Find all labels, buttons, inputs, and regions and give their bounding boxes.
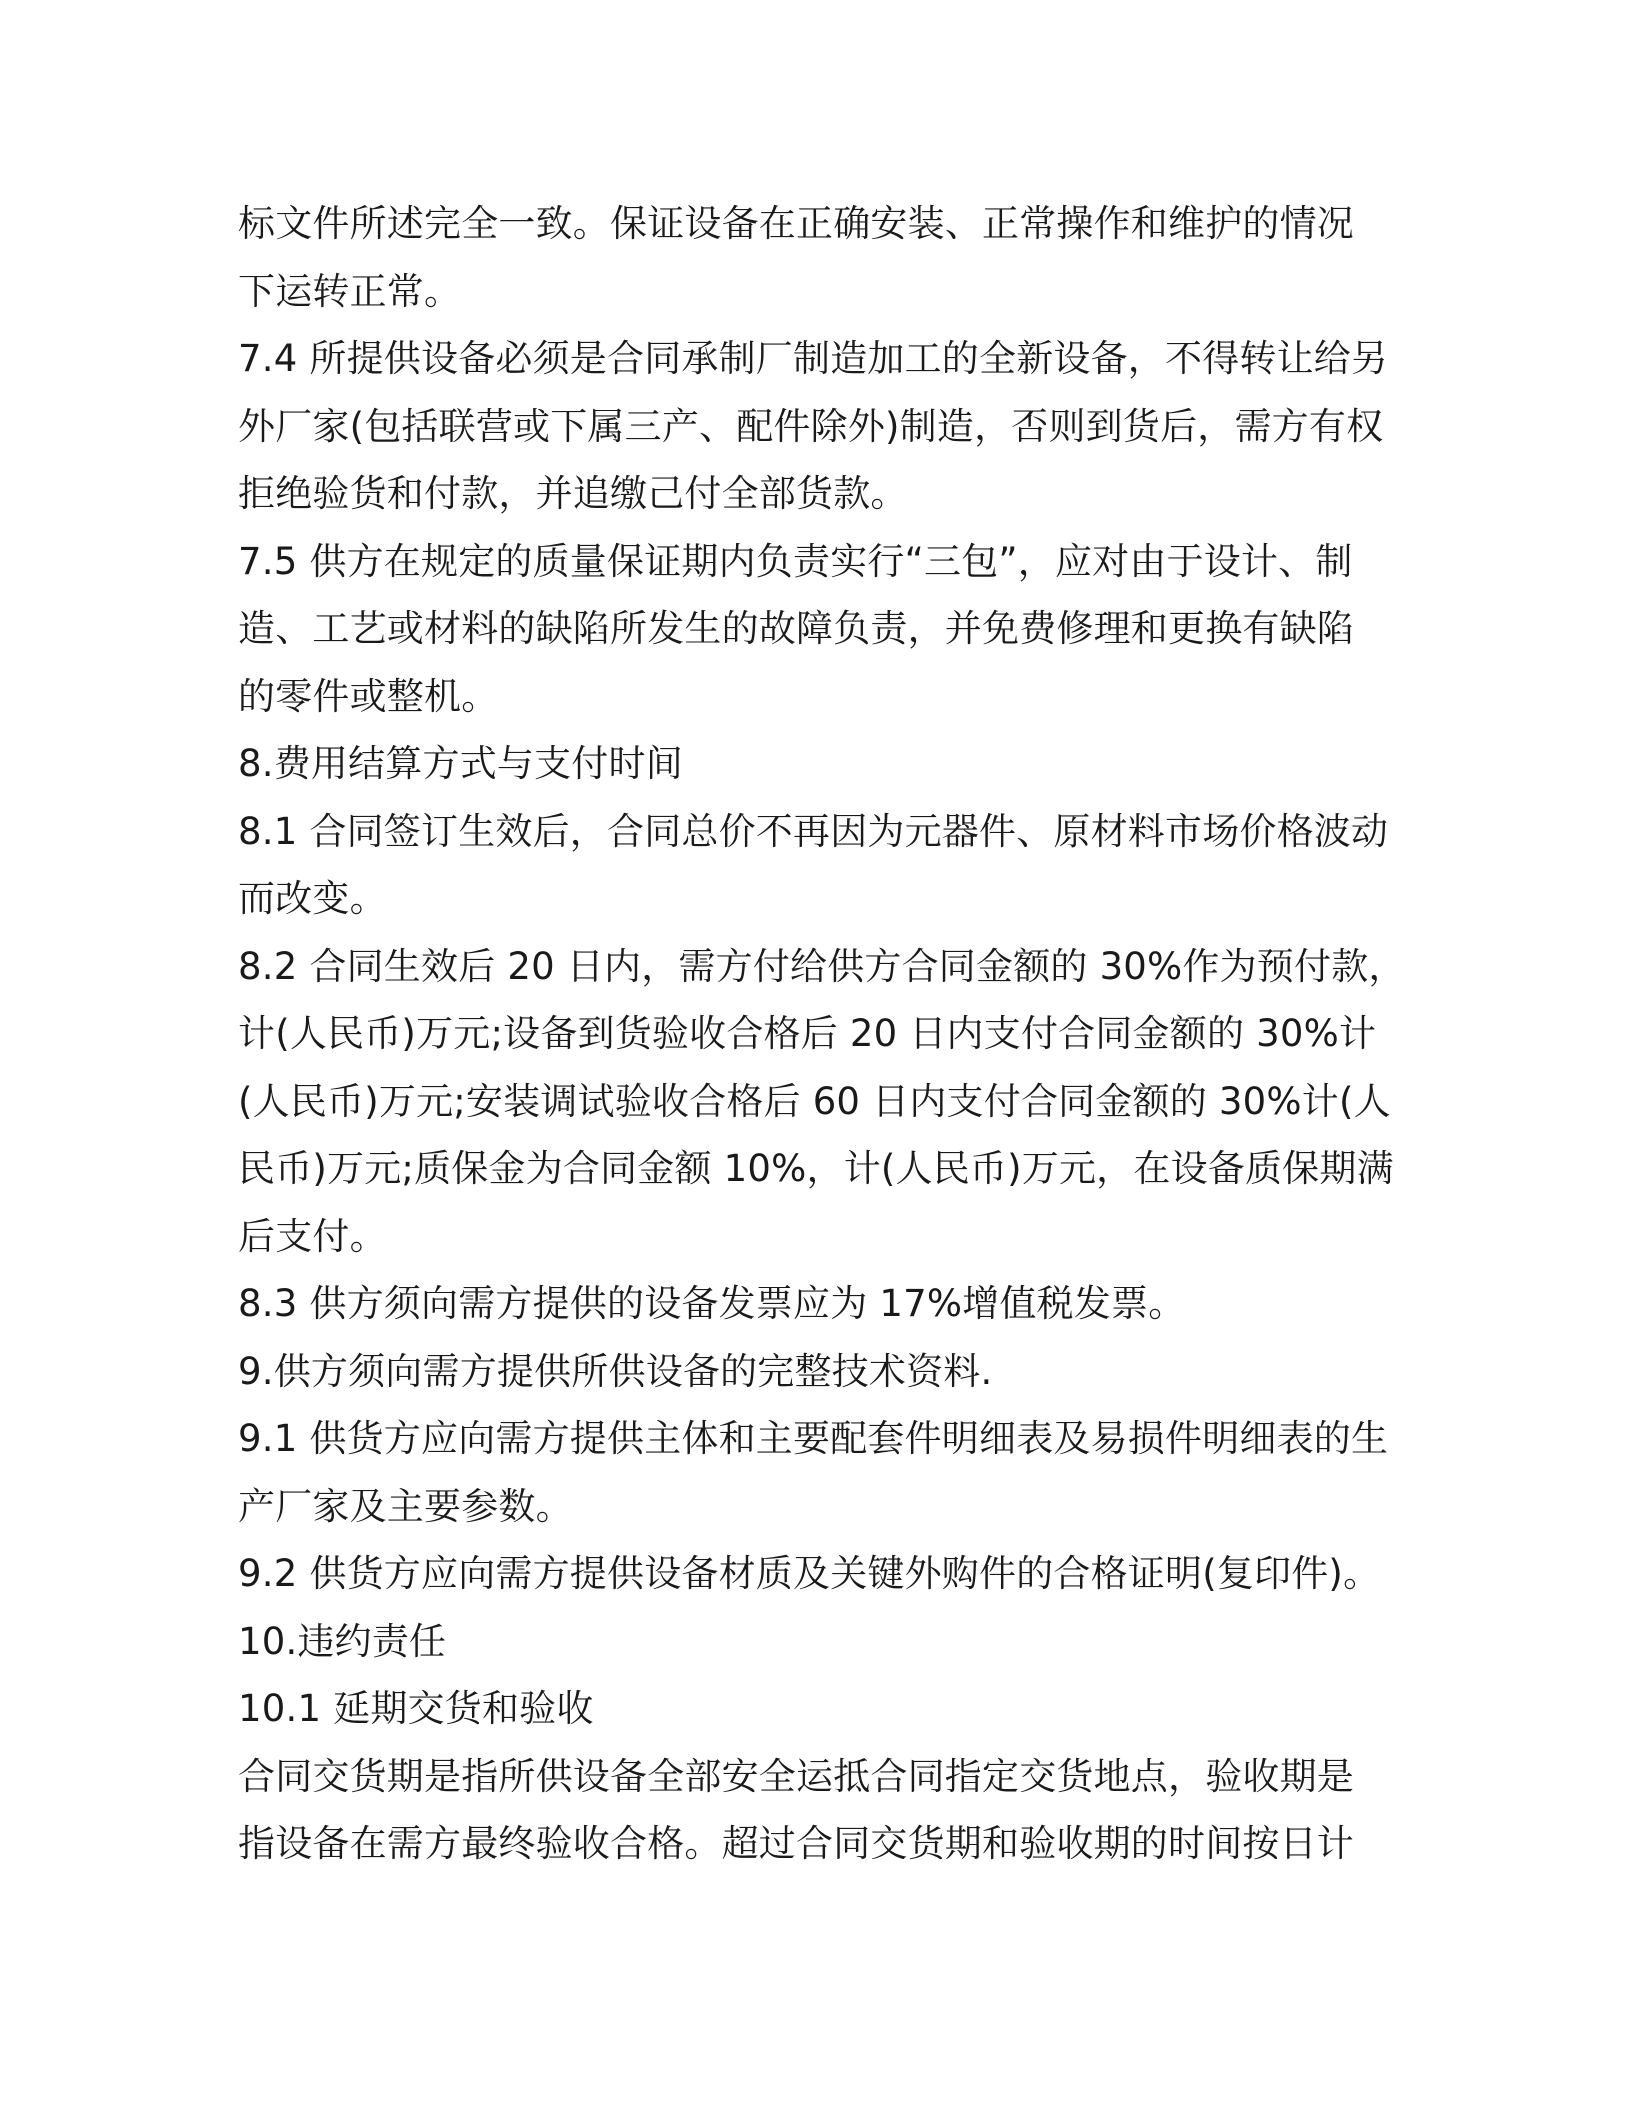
text-line: 后支付。 <box>238 1214 387 1258</box>
text-line: 合同交货期是指所供设备全部安全运抵合同指定交货地点，验收期是 <box>238 1754 1354 1798</box>
text-line: (人民币)万元;安装调试验收合格后 60 日内支付合同金额的 30%计(人 <box>238 1079 1391 1123</box>
clause-7-5: 7.5 供方在规定的质量保证期内负责实行“三包”，应对由于设计、制 <box>238 539 1353 583</box>
clause-8-2: 8.2 合同生效后 20 日内，需方付给供方合同金额的 30%作为预付款， <box>238 944 1406 988</box>
clause-8-1: 8.1 合同签订生效后，合同总价不再因为元器件、原材料市场价格波动 <box>238 809 1389 853</box>
text-line: 而改变。 <box>238 877 387 920</box>
clause-9-2: 9.2 供货方应向需方提供设备材质及关键外购件的合格证明(复印件)。 <box>238 1552 1381 1595</box>
text-line: 标文件所述完全一致。保证设备在正确安装、正常操作和维护的情况 <box>238 202 1354 245</box>
text-line: 指设备在需方最终验收合格。超过合同交货期和验收期的时间按日计 <box>238 1822 1354 1865</box>
section-9-heading: 9.供方须向需方提供所供设备的完整技术资料. <box>238 1349 993 1393</box>
text-line: 拒绝验货和付款，并追缴己付全部货款。 <box>238 472 908 515</box>
clause-9-1: 9.1 供货方应向需方提供主体和主要配套件明细表及易损件明细表的生 <box>238 1417 1389 1460</box>
text-line: 产厂家及主要参数。 <box>238 1484 573 1528</box>
clause-10-1-heading: 10.1 延期交货和验收 <box>238 1687 594 1730</box>
text-line: 下运转正常。 <box>238 269 462 313</box>
text-line: 的零件或整机。 <box>238 674 499 718</box>
clause-7-4: 7.4 所提供设备必须是合同承制厂制造加工的全新设备，不得转让给另 <box>238 337 1389 380</box>
text-line: 民币)万元;质保金为合同金额 10%，计(人民币)万元，在设备质保期满 <box>238 1147 1394 1190</box>
section-10-heading: 10.违约责任 <box>238 1619 447 1663</box>
section-8-heading: 8.费用结算方式与支付时间 <box>238 742 683 785</box>
clause-8-3: 8.3 供方须向需方提供的设备发票应为 17%增值税发票。 <box>238 1282 1186 1325</box>
text-line: 计(人民币)万元;设备到货验收合格后 20 日内支付合同金额的 30%计 <box>238 1012 1377 1055</box>
text-line: 外厂家(包括联营或下属三产、配件除外)制造，否则到货后，需方有权 <box>238 404 1384 448</box>
text-line: 造、工艺或材料的缺陷所发生的故障负责，并免费修理和更换有缺陷 <box>238 607 1354 650</box>
document-body <box>238 190 1406 1878</box>
